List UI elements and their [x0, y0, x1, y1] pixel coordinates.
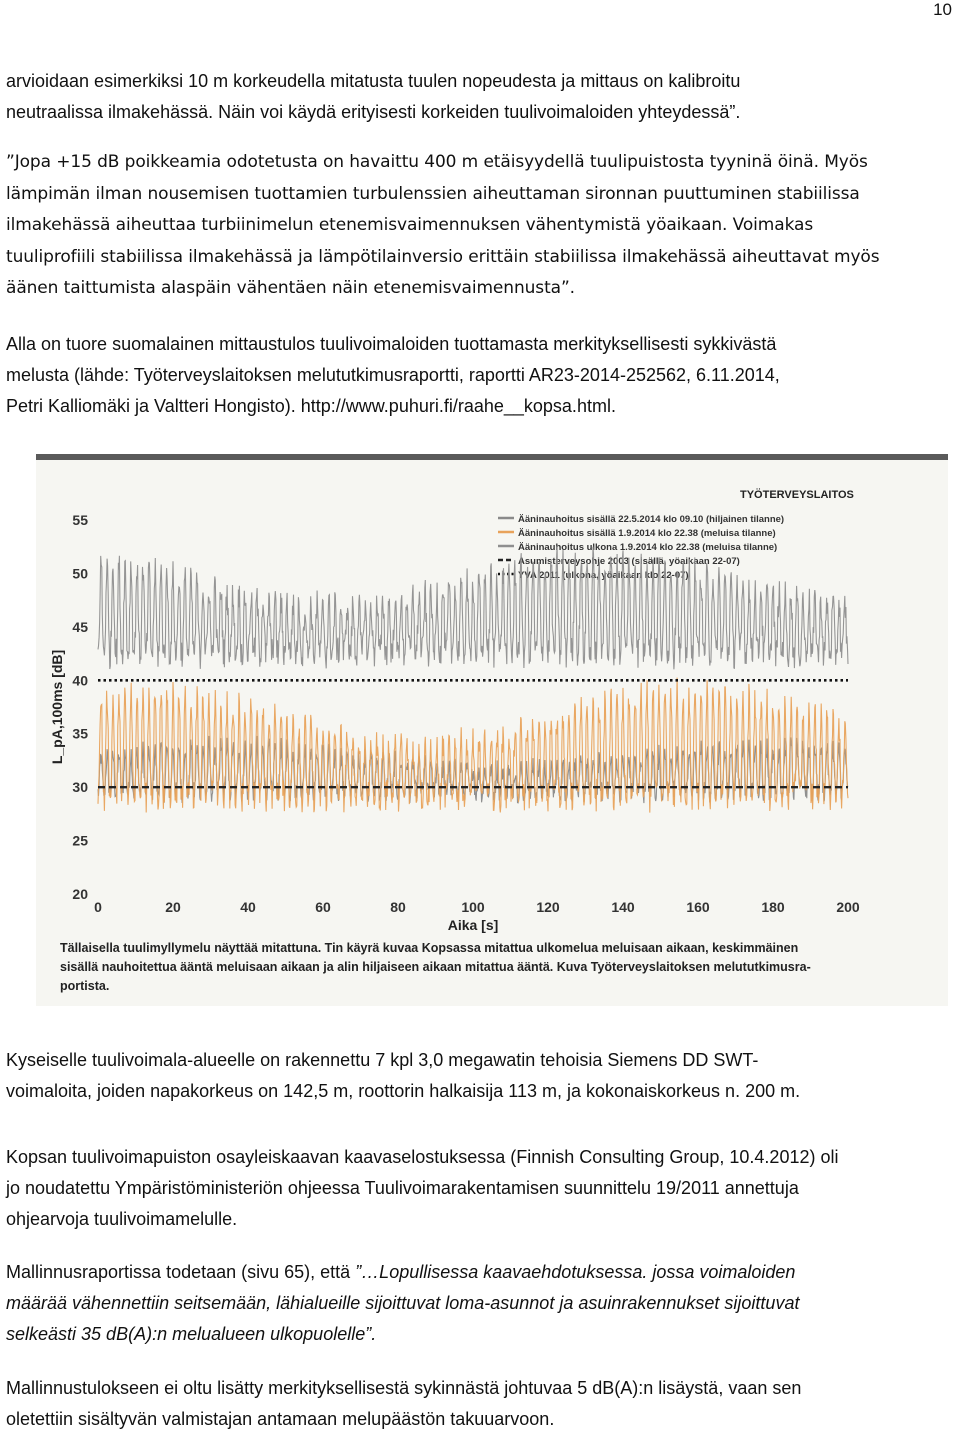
text-line: neutraalissa ilmakehässä. Näin voi käydä erityisesti korkeiden tuulivoimaloiden yhteydessä”. — [6, 102, 741, 122]
y-tick-label: 35 — [72, 725, 88, 742]
legend-entry: Ääninauhoitus sisällä 22.5.2014 klo 09.10 (hiljainen tilanne) — [518, 514, 785, 525]
text-line: Mallinnustulokseen ei oltu lisätty merkityksellisestä sykinnästä johtuvaa 5 dB(A):n lisäystä, vaan sen — [6, 1378, 802, 1398]
text-line: ”Jopa +15 dB poikkeamia odotetusta on havaittu 400 m etäisyydellä tuulipuistosta tyyninä öinä. Myös — [6, 152, 868, 172]
text-line: arvioidaan esimerkiksi 10 m korkeudella mitatusta tuulen nopeudesta ja mittaus on kalibroitu — [6, 71, 741, 91]
caption-line: portista. — [60, 979, 110, 993]
y-tick-label: 20 — [72, 886, 88, 902]
caption-line: sisällä nauhoitettua ääntä meluisaan aikaan ja alin hiljaiseen aikaan mitattua ääntä. Kuva Työterveyslaitoksen melututkimusra- — [60, 960, 811, 974]
text-line: melusta (lähde: Työterveyslaitoksen melututkimusraportti, raportti AR23-2014-252562, 6.11.2014, — [6, 365, 780, 385]
x-tick-label: 120 — [536, 899, 560, 915]
x-tick-label: 80 — [390, 899, 406, 915]
paragraph-2-quote — [6, 147, 954, 305]
text-line: lämpimän ilman nousemisen tuottamien turbulenssien aiheuttaman sironnan puuttuminen stabiilissa — [6, 183, 860, 204]
text-line: selkeästi 35 dB(A):n melualueen ulkopuolelle”. — [6, 1324, 377, 1344]
x-tick-label: 140 — [611, 899, 635, 915]
paragraph-3 — [6, 329, 954, 422]
text-line: Kopsan tuulivoimapuiston osayleiskaavan kaavaselostuksessa (Finnish Consulting Group, 10.4.2012) oli — [6, 1147, 839, 1167]
figure-top-border — [36, 454, 948, 460]
noise-measurement-figure — [36, 454, 948, 1006]
y-tick-label: 30 — [72, 779, 88, 796]
quote-span: ”…Lopullisessa kaavaehdotuksessa. jossa voimaloiden — [355, 1262, 796, 1282]
text-line: jo noudatettu Ympäristöministeriön ohjeessa Tuulivoimarakentamisen suunnittelu 19/2011 annettuja — [6, 1178, 799, 1198]
text-line: oletettiin sisältyvän valmistajan antamaan melupäästön takuuarvoon. — [6, 1409, 555, 1429]
legend-entry: YVA 2011 (ulkona, yöaikaan klo 22-07) — [518, 570, 689, 581]
text-line: Alla on tuore suomalainen mittaustulos tuulivoimaloiden tuottamasta merkityksellisesti sykkivästä — [6, 334, 777, 354]
paragraph-6 — [6, 1257, 954, 1350]
text-line: äänen taittumista alaspäin vähentäen näin etenemisvaimennusta”. — [6, 278, 575, 298]
text-line: ilmakehässä aiheuttaa turbiinimelun etenemisvaimennuksen vähentymistä yöaikaan. Voimakas — [6, 215, 814, 235]
text-line: Petri Kalliomäki ja Valtteri Hongisto). http://www.puhuri.fi/raahe__kopsa.html. — [6, 396, 616, 416]
page-number: 10 — [933, 0, 952, 19]
x-tick-label: 180 — [761, 899, 785, 915]
x-tick-label: 20 — [165, 899, 181, 915]
paragraph-7 — [6, 1373, 954, 1435]
text-line — [6, 1257, 954, 1288]
y-tick-label: 50 — [72, 565, 88, 582]
caption-line: Tällaisella tuulimyllymelu näyttää mitattuna. Tin käyrä kuvaa Kopsassa mitattua ulkomelua meluisaan aikaan, keskimmäinen — [60, 941, 799, 955]
legend-entry: Ääninauhoitus ulkona 1.9.2014 klo 22.38 (meluisa tilanne) — [518, 542, 778, 553]
y-tick-label: 45 — [72, 618, 88, 635]
text-span: Mallinnusraportissa todetaan (sivu 65), että — [6, 1262, 356, 1282]
y-tick-label: 25 — [72, 832, 88, 849]
paragraph-1 — [6, 66, 954, 128]
text-line: ohjearvoja tuulivoimamelulle. — [6, 1209, 238, 1229]
paragraph-4 — [6, 1045, 954, 1107]
x-tick-label: 200 — [836, 899, 860, 915]
text-line: tuuliprofiili stabiilissa ilmakehässä ja lämpötilainversio erittäin stabiilissa ilmakehässä aiheuttavat myös — [6, 246, 880, 267]
x-tick-label: 100 — [461, 899, 485, 915]
legend-entry: Asumisterveysohje 2003 (sisällä, yöaikaan 22-07) — [518, 556, 740, 567]
y-axis-label: L_pA,100ms [dB] — [49, 649, 65, 765]
text-line: määrää vähennettiin seitsemään, lähialueille sijoittuvat loma-asunnot ja asuinrakennukset sijoittuvat — [6, 1293, 800, 1313]
y-tick-label: 40 — [72, 672, 88, 689]
x-axis-label: Aika [s] — [447, 917, 499, 933]
x-tick-label: 60 — [315, 899, 331, 915]
y-tick-label: 55 — [72, 512, 88, 528]
text-line: Kyseiselle tuulivoimala-alueelle on rakennettu 7 kpl 3,0 megawatin tehoisia Siemens DD SWT- — [6, 1050, 759, 1070]
x-tick-label: 40 — [240, 899, 256, 915]
x-tick-label: 0 — [94, 899, 102, 915]
noise-chart — [36, 454, 948, 1006]
brand-label: TYÖTERVEYSLAITOS — [740, 489, 854, 501]
x-tick-label: 160 — [686, 899, 710, 915]
legend-entry: Ääninauhoitus sisällä 1.9.2014 klo 22.38 (meluisa tilanne) — [518, 528, 776, 539]
paragraph-5 — [6, 1142, 954, 1235]
text-line: voimaloita, joiden napakorkeus on 142,5 m, roottorin halkaisija 113 m, ja kokonaiskorkeus n. 200 m. — [6, 1081, 801, 1101]
